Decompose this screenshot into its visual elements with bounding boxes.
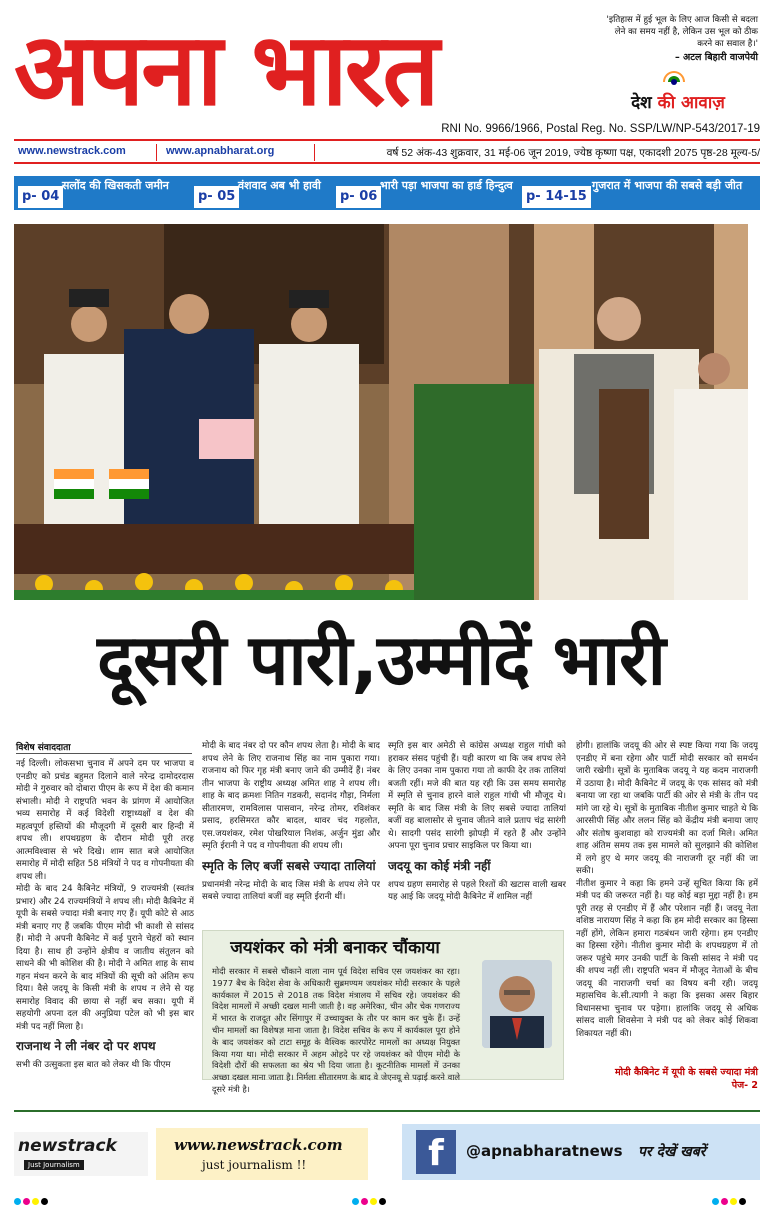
teaser-page: p- 04 (18, 186, 63, 208)
article-paragraph: प्रधानमंत्री नरेन्द्र मोदी के बाद जिस मंत्री के शपथ लेने पर सबसे ज्यादा तालियां बजीं वह स्मृति ईरानी थीं। (202, 879, 380, 902)
article-paragraph: स्मृति इस बार अमेठी से कांग्रेस अध्यक्ष राहुल गांधी को हराकर संसद पहुंची हैं। यही कारण था कि जब शपथ लेने के लिए उनका नाम पुकारा गया तो काफी देर तक तालियां बजती रहीं। मजे की बात यह रही कि उस समय समारोह में स्मृति से चुनाव हारने वाले राहुल गांधी भी मौजूद थे। स्मृति के बाद जिस मंत्री के लिए सबसे ज्यादा तालियां बजीं वह बालासोर से चुनाव जीतने वाले प्रताप चंद्र सारंगी थे। सादगी पसंद सारंगी झोपड़ी में रहते हैं और उन्होंने अपना पूरा चुनाव प्रचार साइकिल पर किया था। (388, 741, 566, 851)
caption-text: मोदी कैबिनेट में यूपी के सबसे ज्यादा मंत्री (615, 1067, 758, 1078)
quote-author: – अटल बिहारी वाजपेयी (674, 52, 758, 63)
jaishankar-portrait (482, 960, 552, 1048)
divider (14, 139, 760, 141)
divider (14, 1110, 760, 1112)
registration-marks (14, 1190, 50, 1200)
divider (16, 753, 192, 754)
apnabharat-link[interactable]: www.apnabharat.org (166, 145, 275, 157)
boxed-story-text: मोदी सरकार में सबसे चौंकाने वाला नाम पूर्व विदेश सचिव एस जयशंकर का रहा। 1977 बैच के विदेश सेवा के अधिकारी सुब्रमण्यम जयशंकर मोदी सरकार के पहले कार्यकाल में 2015 से 2018 तक विदेश मंत्रालय में सचिव रहे। जयशंकर की विदेश मामलों में अच्छी दखल मानी जाती है। वह अमेरिका, चीन और चेक गणराज्य में भारत के राजदूत और सिंगापुर में उच्चायुक्त के तौर पर काम कर चुके हैं। उन्हें चीन मामलों का विशेषज्ञ माना जाता है। विदेश सचिव के रूप में कार्यकाल पूरा होने के बाद जयशंकर को टाटा समूह के वैश्विक कारपोरेट मामलों का अध्यक्ष नियुक्त किया गया था। मोदी सरकार में अहम ओहदे पर रहे जयशंकर को पीएम मोदी के विदेशी दौरों की सफलता का श्रेय भी दिया जाता है। कूटनीतिक मामलों में उनका अच्छा दखल माना जाता है। निर्मला सीतारमण के बाद वे जेएनयू से पढ़ाई करने वाले दूसरे मंत्री है। (212, 966, 460, 1094)
info-bar (14, 142, 760, 164)
article-paragraph: शपथ ग्रहण समारोह से पहले रिश्तों की खटास वाली खबर यह आई कि जदयू मोदी कैबिनेट में शामिल नहीं (388, 879, 566, 902)
quote-text: 'इतिहास में हुई भूल के लिए आज किसी से बदला लेने का समय नहीं है, लेकिन उस भूल को ठीक करने का सवाल है।' (606, 15, 758, 49)
footer-url: www.newstrack.com (174, 1136, 343, 1154)
byline: विशेष संवाददाता (16, 743, 71, 753)
subheading: जदयू का कोई मंत्री नहीं (388, 858, 491, 873)
rni-number: RNI No. 9966/1966, Postal Reg. No. SSP/LW/NP-543/2017-19 (441, 123, 760, 135)
teaser-item[interactable] (520, 176, 760, 210)
article-paragraph: नई दिल्ली। लोकसभा चुनाव में अपने दम पर भाजपा व एनडीए को प्रचंड बहुमत दिलाने वाले नरेन्द्र दामोदरदास मोदी ने गुरुवार को दोबारा पीएम के रूप में देश की कमान संभाली। मोदी ने राष्ट्रपति भवन के प्रांगण में आयोजित भव्य समारोह में कई विदेशी राष्ट्राध्यक्षों व देश की महत्वपूर्ण हस्तियों की मौजूदगी में दूसरी बार हिन्दी में शपथ ली। शपथग्रहण के दौरान मोदी पूरी तरह आत्मविश्वास से भरे दिखे। शाम सात बजे आयोजित समारोह में मोदी सहित 58 मंत्रियों ने पद व गोपनीयता की शपथ ली। (16, 759, 194, 882)
main-headline: दूसरी पारी,उम्मीदें भारी (97, 619, 665, 701)
newstrack-link[interactable]: www.newstrack.com (18, 145, 126, 157)
facebook-cta: पर देखें खबरें (638, 1144, 706, 1160)
dateline: वर्ष 52 अंक-43 शुक्रवार, 31 मई-06 जून 2019, ज्येष्ठ कृष्णा पक्ष, एकादशी 2075 पृष्ठ-28 मूल्य-5/ (386, 147, 760, 159)
subheading: स्मृति के लिए बजीं सबसे ज्यादा तालियां (202, 858, 376, 873)
teaser-page: p- 06 (336, 186, 381, 208)
registration-marks (352, 1190, 388, 1200)
registration-marks (712, 1190, 748, 1200)
footer (14, 1124, 760, 1186)
tagline-part-a: देश (631, 93, 652, 113)
teaser-text: गुजरात में भाजपा की सबसे बड़ी जीत (592, 179, 743, 192)
article-paragraph: नीतीश कुमार ने कहा कि हमने उन्हें सूचित किया कि हमें मंत्री पद की जरूरत नहीं है। यह कोई बड़ा मुद्दा नहीं है। हम पूरी तरह से एनडीए में हैं और परेशान नहीं हैं। जदयू नेता वशिष्ठ नारायण सिंह ने कहा कि हम मोदी सरकार का हिस्सा नहीं होंगे, लेकिन हमारा गठबंधन जारी रहेगा। हम एनडीए का हिस्सा रहेंगे। नीतीश कुमार मोदी के शपथग्रहण में तो जरूर पहुंचे मगर उनकी पार्टी के किसी सांसद ने मंत्री पद की शपथ नहीं ली। राष्ट्रपति भवन में मौजूद नेताओं के बीच जदयू की नाराजगी चर्चा का विषय बनी रही। जदयू महासचिव के.सी.त्यागी ने कहा कि इसका असर बिहार विधानसभा चुनाव पर पड़ेगा। हालांकि जदयू से अधिक सांसद वाली शिवसेना ने मंत्री पद को लेकर कोई शिकवा शिकायत नहीं की। (576, 878, 758, 1039)
divider (156, 144, 157, 161)
teaser-text: सलोंद की खिसकती जमीन (62, 179, 169, 192)
teaser-page: p- 05 (194, 186, 239, 208)
teaser-text: वंशवाद अब भी हावी (238, 179, 321, 192)
newstrack-url-panel[interactable] (156, 1128, 368, 1180)
teaser-item[interactable] (14, 176, 189, 210)
caption-page: पेज- 2 (731, 1080, 758, 1091)
continued-caption[interactable] (574, 1065, 758, 1091)
swearing-in-photo (14, 224, 748, 600)
article-paragraph: मोदी के बाद 24 कैबिनेट मंत्रियों, 9 राज्यमंत्री (स्वतंत्र प्रभार) और 24 राज्यमंत्रियों ने शपथ ली। मोदी कैबिनेट में यूपी के सबसे ज्यादा मंत्री बनाए गए हैं। यूपी कोटे से आठ मंत्री बनाए गए हैं जबकि पीएम मोदी भी काशी से सांसद हैं। मोदी ने अपनी कैबिनेट में कई पुराने चेहरों को स्थान दिया है। साथ ही उन्होंने क्षेत्रीय व जातीय संतुलन को साधने की भी कोशिश की है। मोदी ने अमित शाह के साथ गहन मंथन करने के बाद मंत्रियों की सूची को अंतिम रूप दिया। वैसे जदयू के किसी मंत्री के शपथ न लेने से यह समारोह विवाद की छाया से नहीं बच सका। यूपी में सहयोगी अपना दल की अनुप्रिया पटेल को भी इस बार मंत्री पद नहीं मिला है। (16, 884, 194, 1032)
masthead-title: अपना भारत (14, 14, 437, 126)
article-column-3 (388, 740, 566, 926)
ashoka-chakra-icon (661, 64, 687, 90)
brand-subtitle: Just Journalism (24, 1160, 84, 1170)
footer-url-sub: just journalism !! (202, 1158, 307, 1172)
article-column-2 (202, 740, 380, 926)
tagline-part-b: की आवाज़ (657, 93, 725, 113)
teaser-item[interactable] (190, 176, 330, 210)
article-paragraph: सभी की उत्सुकता इस बात को लेकर थी कि पीएम (16, 1060, 171, 1070)
subheading: राजनाथ ने ली नंबर दो पर शपथ (16, 1039, 156, 1053)
facebook-icon: f (416, 1130, 456, 1174)
boxed-story-title: जयशंकर को मंत्री बनाकर चौंकाया (230, 938, 440, 958)
teaser-page: p- 14-15 (522, 186, 591, 208)
article-column-4 (576, 740, 758, 1062)
article-paragraph: होगी। हालांकि जदयू की ओर से स्पष्ट किया गया कि जदयू एनडीए में बना रहेगा और पार्टी मोदी सरकार को समर्थन जारी रखेगी। सूत्रों के मुताबिक जदयू ने यह कदम नाराजगी में उठाया है। मोदी कैबिनेट में जदयू के एक सांसद को मंत्री बनाया जा रहा था जबकि पार्टी की ओर से मंत्री के तीन पद मांगे जा रहे थे। सूत्रों के मुताबिक नीतीश कुमार चाहते थे कि आरसीपी सिंह और ललन सिंह को केंद्रीय मंत्री बनाया जाए और संतोष कुशवाहा को राज्यमंत्री का दर्जा मिले। अमित शाह अंतिम समय तक इस मामले को सुलझाने की कोशिश में लगे हुए थे मगर जदयू की नाराजगी दूर नहीं की जा सकी। (576, 741, 758, 876)
article-column-1 (16, 758, 194, 1103)
article-paragraph: मोदी के बाद नंबर दो पर कौन शपथ लेता है। मोदी के बाद शपथ लेने के लिए राजनाथ सिंह का नाम पुकारा गया। राजनाथ को फिर गृह मंत्री बनाए जाने की उम्मीदें हैं। नंबर तीन भाजपा के राष्ट्रीय अध्यक्ष अमित शाह ने शपथ ली। शाह के बाद क्रमशः नितिन गडकरी, सदानंद गौड़ा, निर्मला सीतारमण, रामविलास पासवान, नरेन्द्र तोमर, रविशंकर प्रसाद, हरसिमरत कौर बादल, थावर चंद गहलोत, एस.जयशंकर, रमेश पोखरियाल निशंक, अर्जुन मुंडा और स्मृति ईरानी ने पद व गोपनीयता की शपथ ली। (202, 741, 380, 851)
tagline (596, 90, 760, 113)
facebook-handle: @apnabharatnews (466, 1142, 623, 1160)
brand-name: newstrack (18, 1136, 117, 1156)
teaser-bar (14, 176, 760, 210)
teaser-item[interactable] (332, 176, 518, 210)
newstrack-logo[interactable] (14, 1132, 148, 1176)
facebook-panel[interactable] (402, 1124, 760, 1180)
teaser-text: भारी पड़ा भाजपा का हार्ड हिन्दुत्व (380, 179, 513, 192)
